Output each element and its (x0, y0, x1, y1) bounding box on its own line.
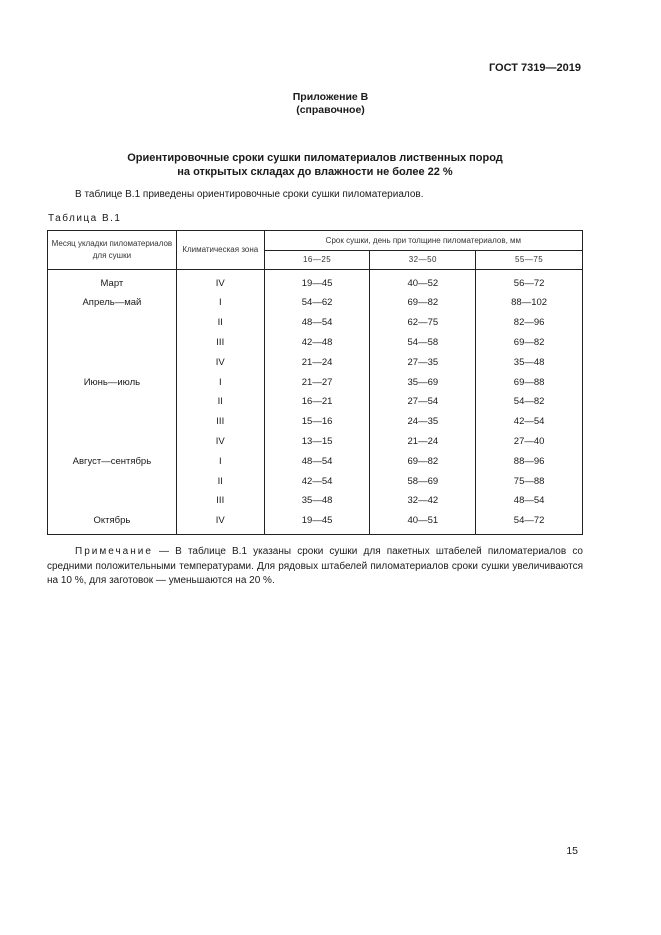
standard-number: ГОСТ 7319—2019 (488, 62, 581, 74)
cell-zone: III (176, 412, 264, 432)
note-text: — В таблице В.1 указаны сроки сушки для пакетных штабелей пиломатериалов со средними положительными температурами. Для рядовых штабелей пиломатериалов сроки сушки увеличиваются на 10 %, для заготовок — уменьшаются на 20 %. (47, 546, 583, 586)
cell-t1: 42—54 (264, 471, 370, 491)
cell-t1: 35—48 (264, 491, 370, 511)
table-label: Таблица В.1 (48, 213, 122, 224)
table-row (48, 432, 583, 452)
cell-month (48, 352, 177, 372)
cell-t1: 15—16 (264, 412, 370, 432)
cell-t3: 75—88 (476, 471, 583, 491)
cell-t1: 21—24 (264, 352, 370, 372)
cell-t3: 56—72 (476, 270, 583, 294)
table-row (48, 372, 583, 392)
table-row (48, 451, 583, 471)
table-row (48, 392, 583, 412)
cell-t1: 42—48 (264, 333, 370, 353)
cell-t2: 69—82 (370, 293, 476, 313)
cell-t3: 48—54 (476, 491, 583, 511)
cell-zone: I (176, 372, 264, 392)
table-row (48, 313, 583, 333)
cell-zone: III (176, 333, 264, 353)
cell-t2: 58—69 (370, 471, 476, 491)
cell-zone: II (176, 392, 264, 412)
cell-t2: 62—75 (370, 313, 476, 333)
cell-month (48, 333, 177, 353)
table-row (48, 270, 583, 294)
cell-t2: 69—82 (370, 451, 476, 471)
cell-zone: IV (176, 511, 264, 535)
cell-t1: 21—27 (264, 372, 370, 392)
cell-t3: 54—82 (476, 392, 583, 412)
header-month: Месяц укладки пиломатериалов для сушки (48, 231, 177, 270)
drying-table (47, 230, 583, 535)
appendix-title: Приложение В (292, 91, 369, 103)
cell-month (48, 392, 177, 412)
cell-t2: 24—35 (370, 412, 476, 432)
intro-text: В таблице В.1 приведены ориентировочные сроки сушки пиломатериалов. (75, 189, 424, 200)
page-number: 15 (566, 845, 578, 857)
cell-t1: 48—54 (264, 313, 370, 333)
heading-line-1: Ориентировочные сроки сушки пиломатериалов лиственных пород (127, 152, 503, 164)
cell-t2: 32—42 (370, 491, 476, 511)
cell-zone: II (176, 313, 264, 333)
cell-t1: 54—62 (264, 293, 370, 313)
cell-t2: 27—35 (370, 352, 476, 372)
cell-t1: 13—15 (264, 432, 370, 452)
cell-t3: 88—102 (476, 293, 583, 313)
table-row (48, 293, 583, 313)
cell-zone: IV (176, 352, 264, 372)
heading-line-2: на открытых складах до влажности не более 22 % (177, 166, 453, 178)
cell-month: Март (48, 270, 177, 294)
cell-zone: IV (176, 432, 264, 452)
table-note (47, 545, 583, 589)
cell-t2: 54—58 (370, 333, 476, 353)
note-label: Примечание (75, 546, 153, 557)
cell-t3: 54—72 (476, 511, 583, 535)
table-row (48, 352, 583, 372)
table-row (48, 333, 583, 353)
cell-t3: 27—40 (476, 432, 583, 452)
cell-month (48, 412, 177, 432)
cell-t3: 82—96 (476, 313, 583, 333)
cell-month: Июнь—июль (48, 372, 177, 392)
cell-t3: 69—82 (476, 333, 583, 353)
cell-t3: 35—48 (476, 352, 583, 372)
cell-t3: 42—54 (476, 412, 583, 432)
cell-month: Август—сентябрь (48, 451, 177, 471)
cell-zone: I (176, 293, 264, 313)
cell-t2: 40—52 (370, 270, 476, 294)
cell-t2: 21—24 (370, 432, 476, 452)
cell-zone: II (176, 471, 264, 491)
appendix-subtitle: (справочное) (296, 104, 365, 116)
cell-t2: 35—69 (370, 372, 476, 392)
header-zone: Климатическая зона (176, 231, 264, 270)
header-thickness-1: 16—25 (264, 251, 370, 270)
cell-zone: III (176, 491, 264, 511)
cell-month (48, 432, 177, 452)
cell-t3: 69—88 (476, 372, 583, 392)
section-heading (0, 151, 630, 179)
cell-t1: 48—54 (264, 451, 370, 471)
cell-t1: 16—21 (264, 392, 370, 412)
cell-t2: 40—51 (370, 511, 476, 535)
cell-month: Октябрь (48, 511, 177, 535)
appendix-block (0, 91, 661, 117)
cell-zone: IV (176, 270, 264, 294)
table-row (48, 491, 583, 511)
cell-month (48, 313, 177, 333)
header-thickness-3: 55—75 (476, 251, 583, 270)
cell-month (48, 491, 177, 511)
table-row (48, 412, 583, 432)
cell-t2: 27—54 (370, 392, 476, 412)
cell-zone: I (176, 451, 264, 471)
header-terms: Срок сушки, день при толщине пиломатериалов, мм (264, 231, 582, 251)
cell-t3: 88—96 (476, 451, 583, 471)
table-row (48, 511, 583, 535)
table-row (48, 471, 583, 491)
cell-month (48, 471, 177, 491)
header-thickness-2: 32—50 (370, 251, 476, 270)
cell-t1: 19—45 (264, 511, 370, 535)
cell-month: Апрель—май (48, 293, 177, 313)
table-body (48, 270, 583, 535)
cell-t1: 19—45 (264, 270, 370, 294)
